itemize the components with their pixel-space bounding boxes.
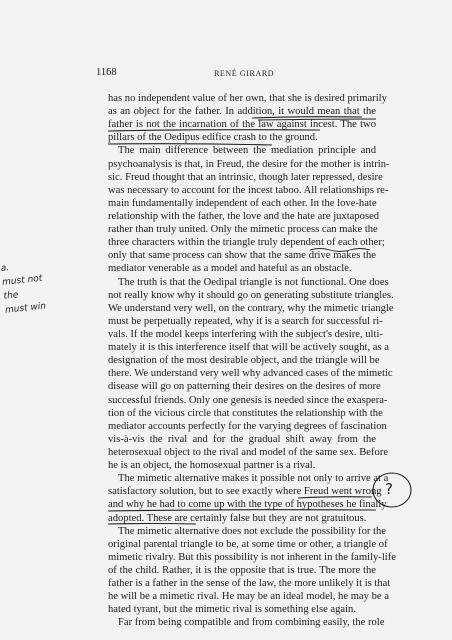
text-line: mediator venerable as a model and hateful as an obstacle. — [108, 263, 352, 275]
text-line: vals. If the model keeps interfering with the subject's desire, ulti- — [108, 328, 383, 340]
text-line: must be perpetually repeated, why it is a search for successful ri- — [108, 315, 383, 327]
margin-note-line: the — [3, 290, 19, 302]
text-line: as an object for the father. In addition, it would mean that the — [108, 106, 376, 118]
text-line: mately it is this interference itself that will be actively sought, as a — [108, 342, 389, 354]
text-line: successful friends. Only one genesis is needed since the exaspera- — [108, 394, 388, 406]
text-line: three characters within the triangle truly dependent of each other; — [108, 237, 385, 249]
text-line: mediator accounts perfectly for the varying degrees of fascination — [108, 420, 387, 432]
text-line: father is not the incarnation of the law against incest. The two — [108, 119, 376, 131]
text-line: The main difference between the mediation principle and — [118, 145, 376, 157]
text-line: relationship with the father, the love and the hate are juxtaposed — [108, 210, 380, 222]
text-line: only that same process can show that the same drive makes the — [108, 250, 376, 262]
text-line: satisfactory solution, but to see exactly where Freud went wrong — [108, 486, 382, 498]
text-line: We understand very well, on the contrary, why the mimetic triangle — [108, 302, 394, 314]
text-line: original parental triangle to be, at some time or other, a triangle of — [108, 538, 388, 550]
text-line: hated tyrant, but the mimetic rival is something else again. — [108, 604, 357, 616]
text-line: The truth is that the Oedipal triangle is not functional. One does — [118, 276, 389, 288]
handwritten-question-mark: ? — [385, 480, 393, 498]
text-line: pillars of the Oedipus edifice crash to the ground. — [108, 132, 318, 144]
text-line: has no independent value of her own, that she is desired primarily — [108, 93, 387, 104]
text-line: of the child. Rather, it is the opposite that is true. The more the — [108, 564, 376, 576]
text-line: sic. Freud thought that an intrinsic, though later repressed, desire — [108, 171, 383, 183]
text-line: was necessary to account for the incest taboo. All relationships re- — [108, 184, 389, 196]
text-line: vis-à-vis the rival and for the gradual shift away from the — [108, 433, 376, 445]
margin-note-line: a. — [0, 263, 10, 274]
text-line: Far from being compatible and from combining easily, the role — [118, 617, 385, 629]
margin-note-line: must not — [1, 273, 43, 288]
text-line: not really know why it should go on generating substitute triangles. — [108, 289, 394, 301]
text-line: designation of the most desirable object, and the triangle will be — [108, 355, 380, 367]
text-line: psychoanalysis is that, in Freud, the desire for the mother is intrin- — [108, 158, 390, 170]
text-line: The mimetic alternative does not exclude the possibility for the — [118, 525, 387, 537]
text-line: he is an object, the homosexual partner is a rival. — [108, 460, 316, 472]
page-number: 1168 — [96, 67, 117, 78]
text-line: adopted. These are certainly false but they are not gratuitous. — [108, 512, 367, 524]
text-line: there. We understand very well why advanced cases of the mimetic — [108, 368, 393, 380]
text-line: tion of the vicious circle that constitutes the relationship with the — [108, 407, 383, 419]
text-line: mimetic rivalry. But this possibility is not inherent in the family-life — [108, 551, 396, 563]
text-line: rather than truly united. Only the mimetic process can make the — [108, 224, 378, 236]
handwritten-margin-note — [0, 255, 75, 318]
text-line: The mimetic alternative makes it possible not only to arrive at a — [118, 473, 389, 485]
text-line: and why he had to come up with the type of hypotheses he finally — [108, 499, 387, 511]
text-line: father is a father in the sense of the law, the more unlikely it is that — [108, 578, 391, 590]
running-head: RENÉ GIRARD — [214, 69, 275, 78]
text-line: he will be a mimetic rival. He may be an ideal model, he may be a — [108, 591, 389, 603]
text-line: heterosexual object to the rival and model of the same sex. Before — [108, 446, 389, 458]
body-text — [108, 92, 396, 629]
text-line: disease will go on patterning their desires on the desires of more — [108, 381, 381, 393]
text-line: main fundamentally independent of each other. In the love-hate — [108, 197, 377, 209]
margin-note-line: must win — [4, 301, 47, 316]
